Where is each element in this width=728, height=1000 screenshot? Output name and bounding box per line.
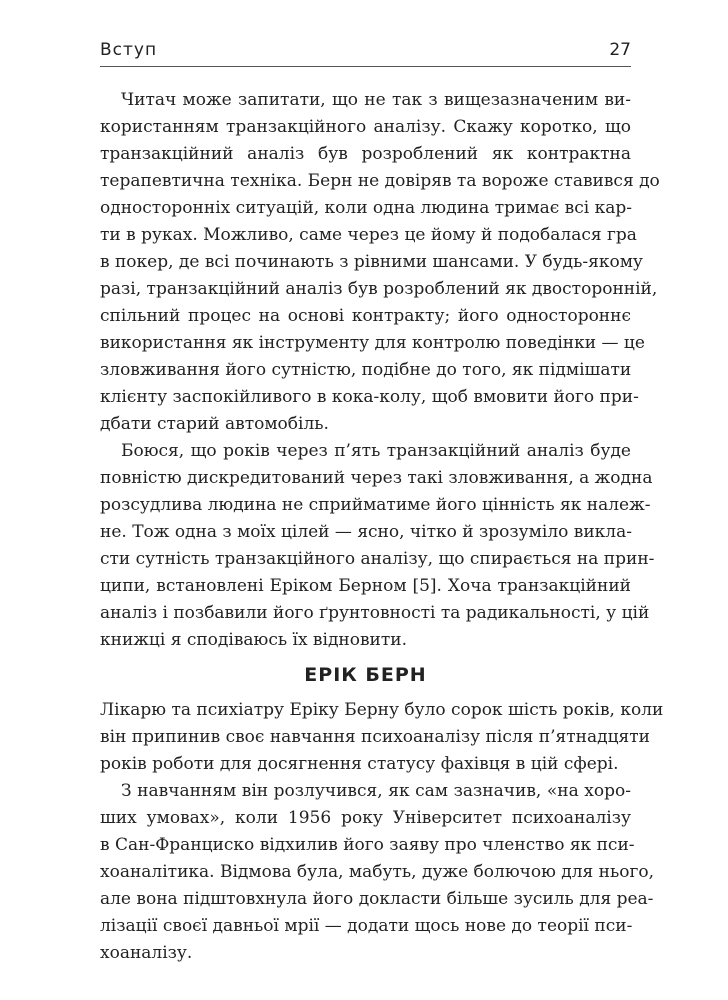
text-line: ципи, встановлені Еріком Берном [5]. Хоча транзакційний: [100, 576, 631, 596]
text-line: ти в руках. Можливо, саме через це йому й подобалася гра: [100, 225, 637, 245]
text-line: але вона підштовхнула його докласти більше зусиль для реа-: [100, 889, 654, 909]
header-rule: [100, 66, 631, 67]
section-title: Вступ: [100, 40, 158, 60]
text-line: зловживання його сутністю, подібне до того, як підмішати: [100, 360, 632, 380]
text-line: Лікарю та психіатру Еріку Берну було сорок шість років, коли: [100, 700, 664, 720]
text-line: аналіз і позбавили його ґрунтовності та радикальності, у цій: [100, 603, 650, 623]
text-line: використання як інструменту для контролю поведінки — це: [100, 333, 645, 353]
text-line: Боюся, що років через п’ять транзакційний аналіз буде: [121, 441, 631, 461]
text-line: розсудлива людина не сприйматиме його цінність як належ-: [100, 495, 651, 515]
text-line: хоаналізу.: [100, 943, 193, 963]
text-line: клієнту заспокійливого в кока-колу, щоб вмовити його при-: [100, 387, 639, 407]
text-line: З навчанням він розлучився, як сам зазначив, «на хоро-: [121, 781, 631, 801]
text-line: хоаналітика. Відмова була, мабуть, дуже болючою для нього,: [100, 862, 655, 882]
text-line: він припинив своє навчання психоаналізу після п’ятнадцяти: [100, 727, 650, 747]
text-line: терапевтична техніка. Берн не довіряв та вороже ставився до: [100, 171, 660, 191]
text-line: користанням транзакційного аналізу. Скажу коротко, що: [100, 117, 631, 137]
section-heading: ЕРІК БЕРН: [304, 664, 427, 686]
text-line: ших умовах», коли 1956 року Університет психоаналізу: [100, 808, 631, 828]
text-line: років роботи для досягнення статусу фахівця в цій сфері.: [100, 754, 619, 774]
text-line: повністю дискредитований через такі зловживання, а жодна: [100, 468, 653, 488]
text-line: спільний процес на основі контракту; його одностороннє: [100, 306, 631, 326]
page-number: 27: [609, 40, 631, 60]
text-line: не. Тож одна з моїх цілей — ясно, чітко й зрозуміло викла-: [100, 522, 632, 542]
text-line: разі, транзакційний аналіз був розроблений як двосторонній,: [100, 279, 658, 299]
text-line: в Сан-Франциско відхилив його заяву про членство як пси-: [100, 835, 635, 855]
text-line: транзакційний аналіз був розроблений як контрактна: [100, 144, 631, 164]
text-line: в покер, де всі починають з рівними шансами. У будь-якому: [100, 252, 643, 272]
text-line: лізації своєї давньої мрії — додати щось нове до теорії пси-: [100, 916, 633, 936]
text-line: односторонніх ситуацій, коли одна людина тримає всі кар-: [100, 198, 632, 218]
text-line: дбати старий автомобіль.: [100, 414, 329, 434]
text-line: книжці я сподіваюсь їх відновити.: [100, 630, 408, 650]
text-line: сти сутність транзакційного аналізу, що спирається на прин-: [100, 549, 655, 569]
text-line: Читач може запитати, що не так з вищезазначеним ви-: [121, 90, 631, 110]
